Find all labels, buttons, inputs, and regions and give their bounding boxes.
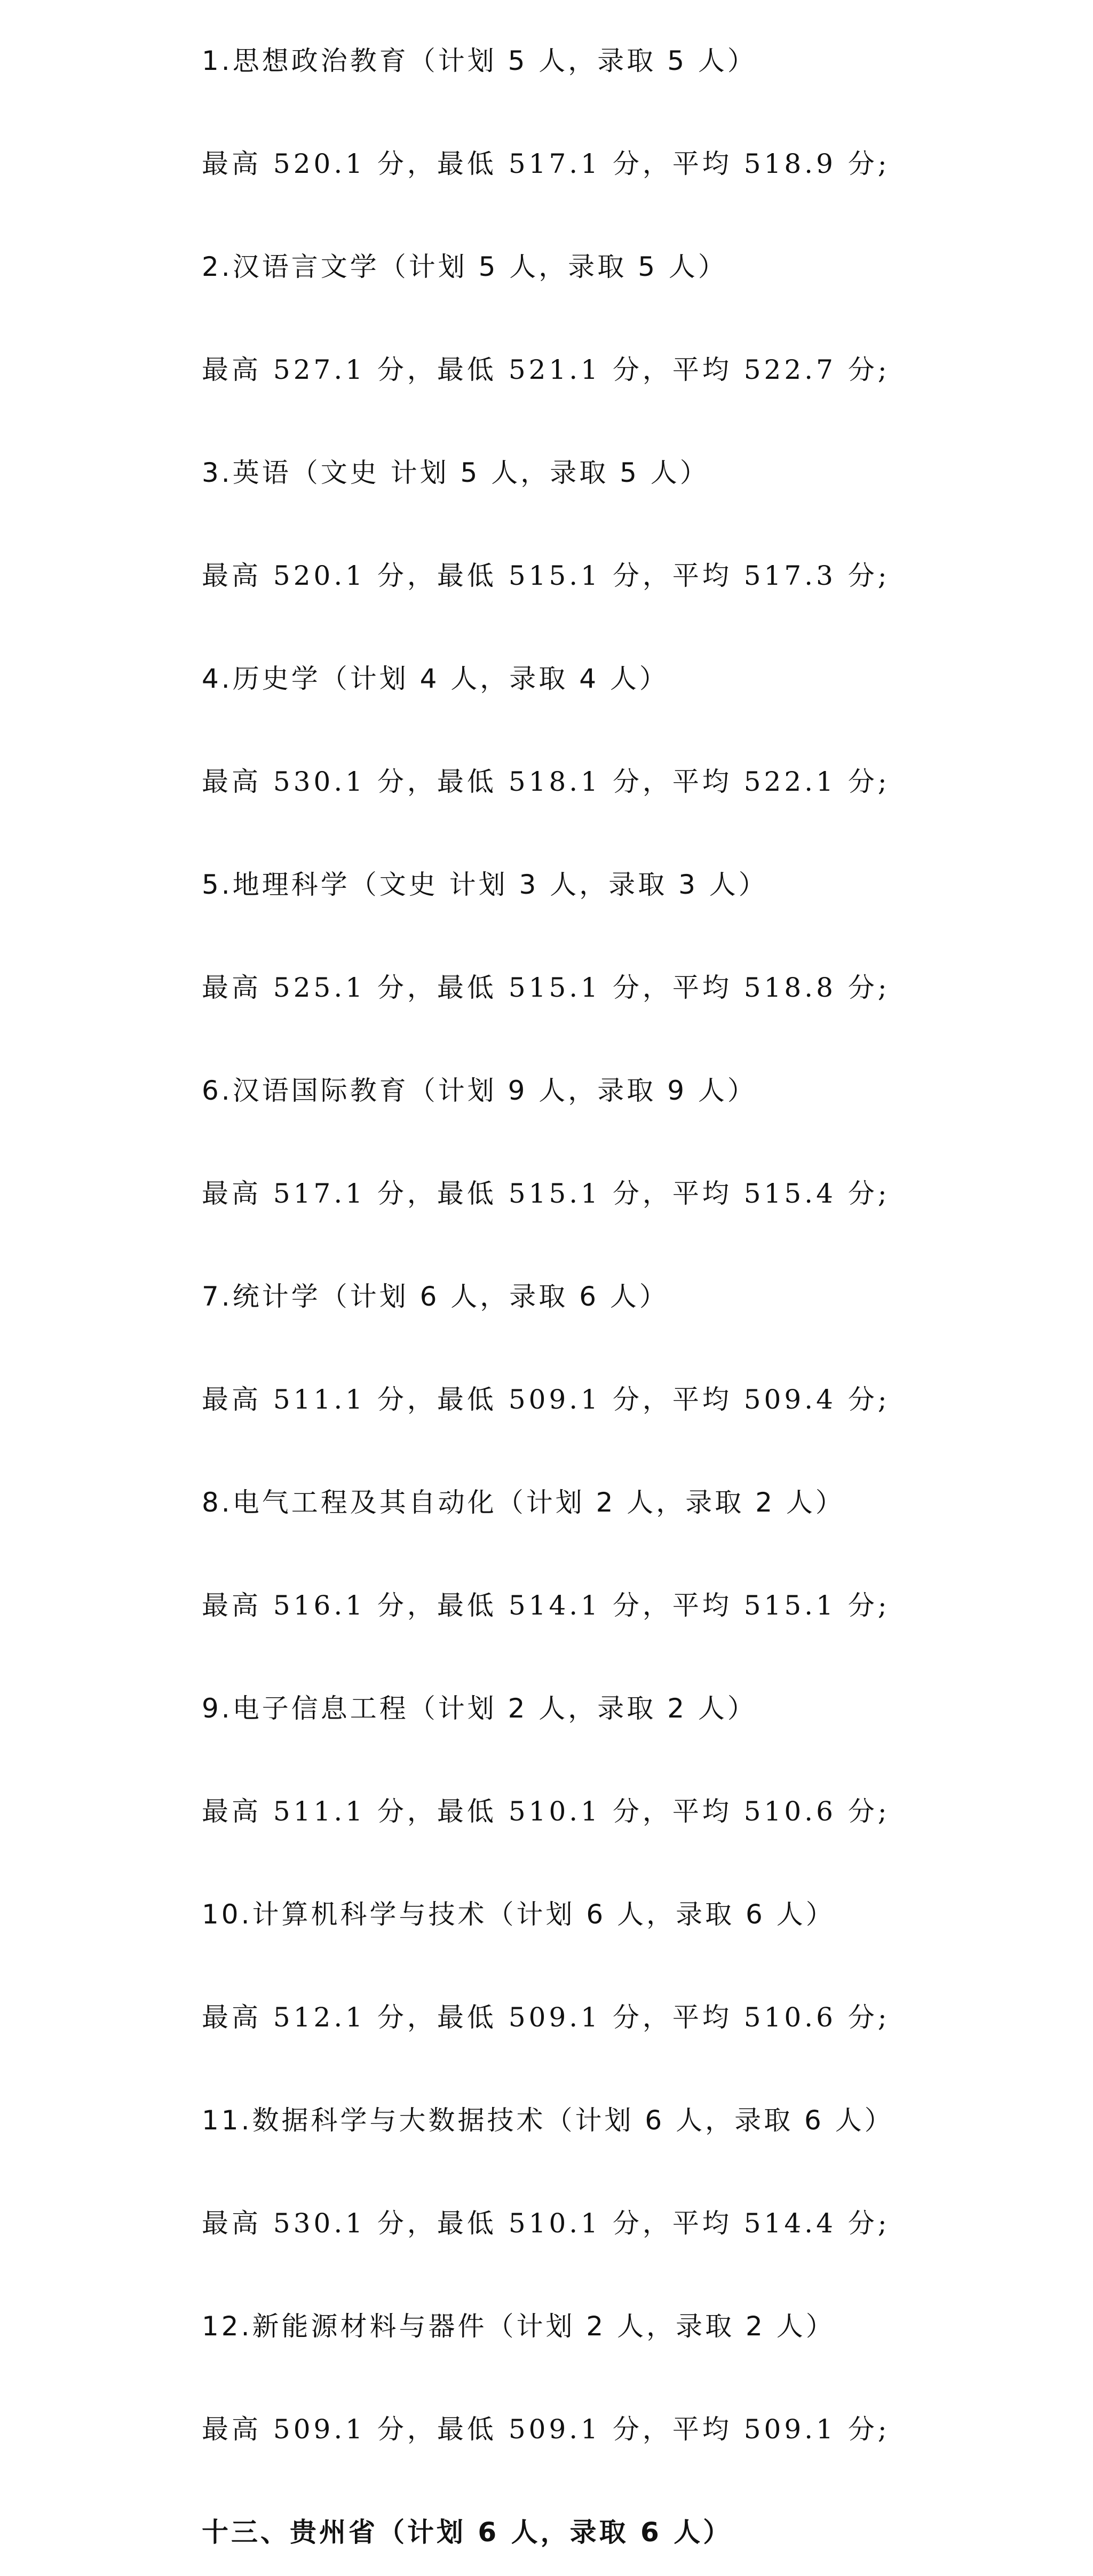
major-heading-10: 10.计算机科学与技术（计划 6 人，录取 6 人） xyxy=(202,1899,835,1930)
major-heading-12: 12.新能源材料与器件（计划 2 人，录取 2 人） xyxy=(202,2311,835,2342)
major-scores-2: 最高 527.1 分，最低 521.1 分，平均 522.7 分; xyxy=(202,354,890,385)
major-scores-8: 最高 516.1 分，最低 514.1 分，平均 515.1 分; xyxy=(202,1590,890,1621)
major-heading-11: 11.数据科学与大数据技术（计划 6 人，录取 6 人） xyxy=(202,2105,894,2136)
major-heading-3: 3.英语（文史 计划 5 人，录取 5 人） xyxy=(202,457,709,488)
major-scores-10: 最高 512.1 分，最低 509.1 分，平均 510.6 分; xyxy=(202,2002,890,2033)
major-scores-4: 最高 530.1 分，最低 518.1 分，平均 522.1 分; xyxy=(202,766,890,797)
major-scores-1: 最高 520.1 分，最低 517.1 分，平均 518.9 分; xyxy=(202,148,890,179)
major-scores-9: 最高 511.1 分，最低 510.1 分，平均 510.6 分; xyxy=(202,1796,890,1827)
major-heading-1: 1.思想政治教育（计划 5 人，录取 5 人） xyxy=(202,45,757,76)
major-heading-5: 5.地理科学（文史 计划 3 人，录取 3 人） xyxy=(202,869,768,900)
major-scores-5: 最高 525.1 分，最低 515.1 分，平均 518.8 分; xyxy=(202,972,890,1003)
major-scores-11: 最高 530.1 分，最低 510.1 分，平均 514.4 分; xyxy=(202,2208,890,2239)
major-heading-8: 8.电气工程及其自动化（计划 2 人，录取 2 人） xyxy=(202,1487,845,1518)
major-heading-7: 7.统计学（计划 6 人，录取 6 人） xyxy=(202,1281,669,1312)
major-scores-6: 最高 517.1 分，最低 515.1 分，平均 515.4 分; xyxy=(202,1178,890,1209)
major-scores-7: 最高 511.1 分，最低 509.1 分，平均 509.4 分; xyxy=(202,1384,890,1415)
major-heading-9: 9.电子信息工程（计划 2 人，录取 2 人） xyxy=(202,1693,757,1724)
major-scores-3: 最高 520.1 分，最低 515.1 分，平均 517.3 分; xyxy=(202,560,890,591)
document-body xyxy=(202,10,1077,2576)
major-heading-2: 2.汉语言文学（计划 5 人，录取 5 人） xyxy=(202,251,727,282)
major-scores-12: 最高 509.1 分，最低 509.1 分，平均 509.1 分; xyxy=(202,2414,890,2445)
major-heading-4: 4.历史学（计划 4 人，录取 4 人） xyxy=(202,663,669,694)
section-heading-guizhou: 十三、贵州省（计划 6 人，录取 6 人） xyxy=(202,2517,733,2548)
major-heading-6: 6.汉语国际教育（计划 9 人，录取 9 人） xyxy=(202,1075,757,1106)
